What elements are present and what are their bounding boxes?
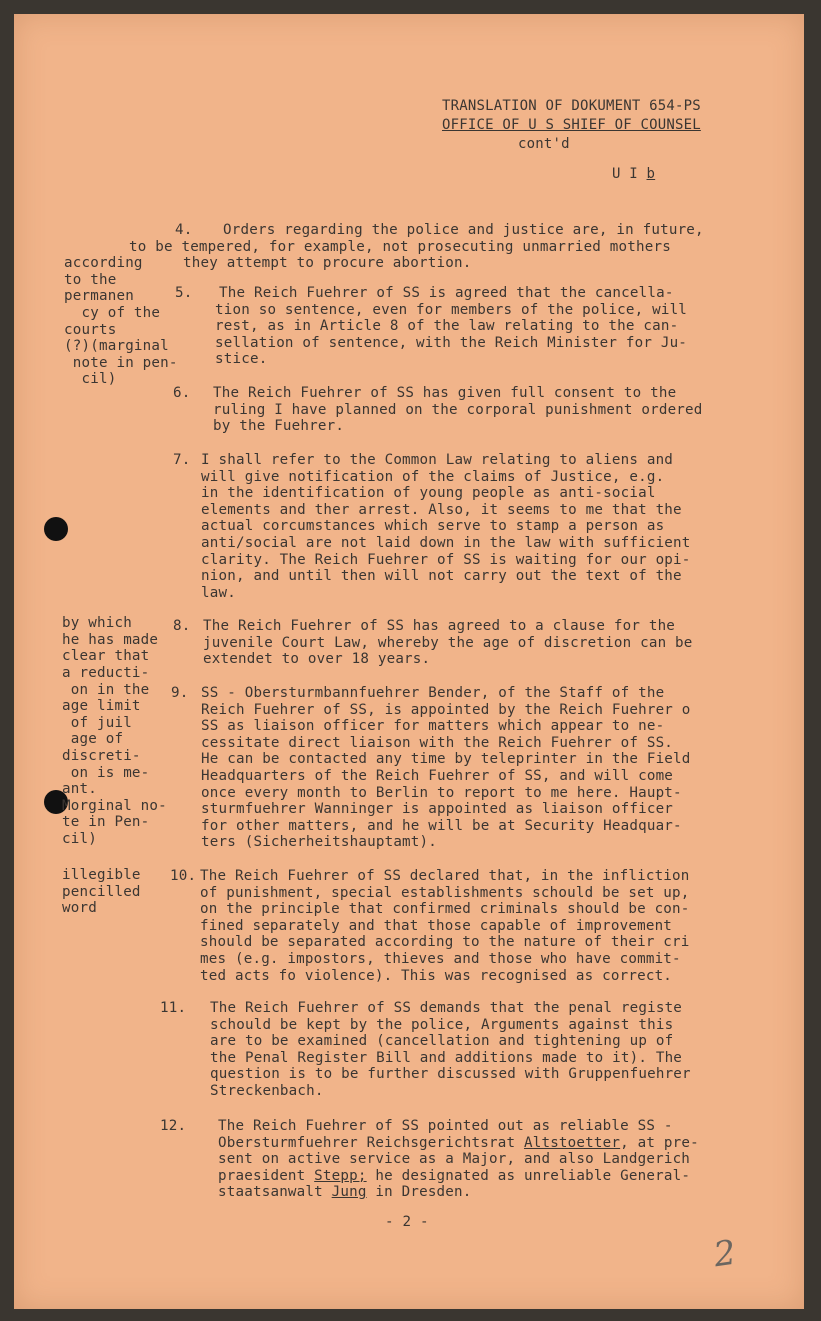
paragraph-4: 4. Orders regarding the police and justice are, in future, to be tempered, for example, not prosecuting unmarried mothers they attempt to procure abortion.	[129, 222, 704, 272]
margin-note-2: by which he has made clear that a reducti- on in the age limit of juil age of discreti- on is me- ant. Morginal no- te in Pen- cil)	[62, 615, 167, 847]
document-title: TRANSLATION OF DOKUMENT 654-PS	[442, 98, 701, 114]
paragraph-9: 9. SS - Obersturmbannfuehrer Bender, of the Staff of the Reich Fuehrer of SS, is appointed by the Reich Fuehrer o SS as liaison officer for matters which appear to ne- cessitate direct liaison with the Reich Fuehrer of SS. He can be contacted any time by teleprinter in the Field Headquarters of the Reich Fuehrer of SS, and will come once every month to Berlin to report to me here. Haupt- sturmfuehrer Wanninger is appointed as liaison officer for other matters, and he will be at Security Headquar- ters (Sicherheitshauptamt).	[171, 685, 691, 851]
handwritten-page-number: 2	[711, 1232, 739, 1276]
paragraph-10: 10. The Reich Fuehrer of SS declared that, in the infliction of punishment, special establishments schould be set up, on the principle that confirmed criminals should be con- fined separately and that those capable of improvement should be separated according to the nature of their cri mes (e.g. impostors, thieves and those who have commit- ted acts fo violence). This was recognised as correct.	[170, 868, 690, 984]
paragraph-6: 6. The Reich Fuehrer of SS has given full consent to the ruling I have planned on the corporal punishment ordered by the Fuehrer.	[173, 385, 703, 435]
margin-note-1: according to the permanen cy of the courts (?)(marginal note in pen- cil)	[64, 255, 178, 388]
section-label: U I b	[612, 166, 656, 182]
page-marker: - 2 -	[385, 1214, 429, 1230]
margin-note-3: illegible pencilled word	[62, 867, 141, 917]
paragraph-8: 8. The Reich Fuehrer of SS has agreed to a clause for the juvenile Court Law, whereby the age of discretion can be extendet to over 18 years.	[173, 618, 693, 668]
punch-hole	[44, 517, 68, 541]
paragraph-12: 12. The Reich Fuehrer of SS pointed out as reliable SS - Obersturmfuehrer Reichsgerichtsrat Altstoetter, at pre- sent on active service as a Major, and also Landgerich praesident Stepp; he designated as unreliable General- staatsanwalt Jung in Dresden.	[160, 1118, 699, 1201]
continued-label: cont'd	[518, 136, 570, 152]
paragraph-11: 11. The Reich Fuehrer of SS demands that the penal registe schould be kept by the police, Arguments against this are to be examined (cancellation and tightening up of the Penal Register Bill and additions made to it). The question is to be further discussed with Gruppenfuehrer Streckenbach.	[160, 1000, 691, 1099]
office-title: OFFICE OF U S SHIEF OF COUNSEL	[442, 117, 701, 133]
paragraph-5: 5. The Reich Fuehrer of SS is agreed that the cancella- tion so sentence, even for members of the police, will rest, as in Article 8 of the law relating to the can- sellation of sentence, with the Reich Minister for Ju- stice.	[175, 285, 688, 368]
paragraph-7: 7. I shall refer to the Common Law relating to aliens and will give notification of the claims of Justice, e.g. in the identification of young people as anti-social elements and ther arrest. Also, it seems to me that the actual corcumstances which serve to stamp a person as anti/social are not laid down in the law with sufficient clarity. The Reich Fuehrer of SS is waiting for our opi- nion, and until then will not carry out the text of the law.	[173, 452, 691, 601]
